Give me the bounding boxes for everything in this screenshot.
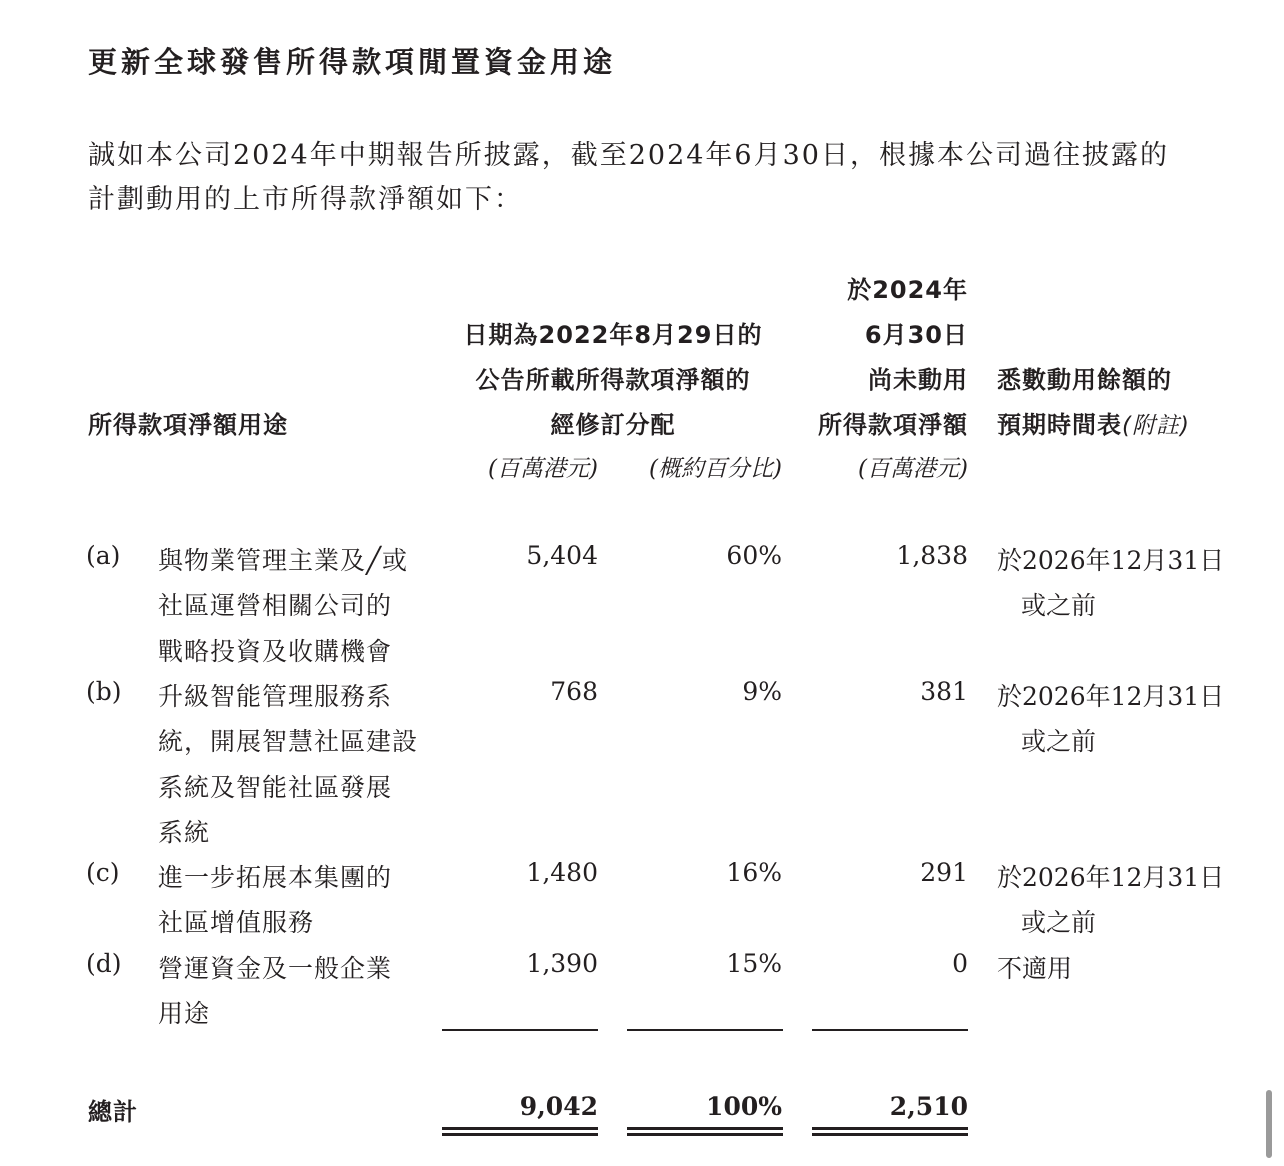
row-description-line: 與物業管理主業及╱或 xyxy=(158,546,409,575)
header-allocation-1: 日期為2022年8月29日的 xyxy=(463,321,763,349)
header-allocation-3: 經修訂分配 xyxy=(550,411,676,439)
subtotal-rule-amount xyxy=(442,1029,598,1031)
row-description-line: 戰略投資及收購機會 xyxy=(158,636,393,666)
row-timeline-line: 或之前 xyxy=(1021,908,1097,938)
row-timeline-line: 不適用 xyxy=(997,953,1073,983)
row-percent: 15% xyxy=(726,948,782,978)
scrollbar[interactable] xyxy=(1266,1090,1272,1158)
row-unutilized: 0 xyxy=(952,948,968,978)
total-amount: 9,042 xyxy=(519,1092,598,1121)
header-purpose: 所得款項淨額用途 xyxy=(88,411,288,439)
row-timeline-line: 於2026年12月31日 xyxy=(997,681,1225,711)
total-double-rule-amount xyxy=(442,1127,598,1136)
row-percent: 9% xyxy=(742,676,782,706)
row-timeline-line: 或之前 xyxy=(1021,727,1097,757)
row-label: (c) xyxy=(86,858,120,888)
unit-percent: (概約百分比) xyxy=(649,456,782,482)
row-description-line: 升級智能管理服務系 xyxy=(158,681,393,711)
row-description-line: 社區運營相關公司的 xyxy=(158,591,393,621)
row-label: (b) xyxy=(86,676,122,706)
row-timeline-line: 於2026年12月31日 xyxy=(997,546,1225,575)
total-unutilized: 2,510 xyxy=(889,1092,968,1121)
row-percent: 60% xyxy=(726,541,782,570)
header-timeline-2 xyxy=(997,405,1190,440)
row-timeline-line: 或之前 xyxy=(1021,591,1097,621)
row-amount: 5,404 xyxy=(526,541,598,570)
row-description-line: 統，開展智慧社區建設 xyxy=(158,727,419,757)
row-description-line: 系統及智能社區發展 xyxy=(158,772,393,802)
total-double-rule-percent xyxy=(627,1127,783,1136)
row-description-line: 系統 xyxy=(158,817,211,847)
row-label: (d) xyxy=(86,948,122,978)
subtotal-rule-percent xyxy=(627,1029,783,1031)
unit-amount: (百萬港元) xyxy=(488,456,598,482)
header-timeline-text: 預期時間表 xyxy=(997,411,1122,439)
row-timeline-line: 於2026年12月31日 xyxy=(997,863,1225,893)
intro-line-1: 誠如本公司2024年中期報告所披露，截至2024年6月30日，根據本公司過往披露的 xyxy=(88,140,1169,171)
header-allocation-2: 公告所載所得款項淨額的 xyxy=(475,366,751,394)
header-unutilized-2: 6月30日 xyxy=(864,321,968,349)
unit-unutilized: (百萬港元) xyxy=(858,456,968,482)
row-unutilized: 1,838 xyxy=(896,541,968,570)
row-percent: 16% xyxy=(726,858,782,888)
row-amount: 768 xyxy=(550,676,598,706)
row-description-line: 社區增值服務 xyxy=(158,908,315,938)
row-description-line: 進一步拓展本集團的 xyxy=(158,863,393,893)
header-timeline-1: 悉數動用餘額的 xyxy=(997,366,1172,394)
row-amount: 1,480 xyxy=(526,858,598,888)
header-unutilized-1: 於2024年 xyxy=(847,276,968,304)
row-unutilized: 291 xyxy=(920,858,968,888)
header-unutilized-4: 所得款項淨額 xyxy=(818,411,968,439)
row-description-line: 營運資金及一般企業 xyxy=(158,953,393,983)
row-label: (a) xyxy=(86,541,121,570)
intro-line-2: 計劃動用的上市所得款淨額如下： xyxy=(88,184,523,215)
section-title: 更新全球發售所得款項閒置資金用途 xyxy=(88,45,617,79)
row-amount: 1,390 xyxy=(526,948,598,978)
total-percent: 100% xyxy=(706,1092,782,1121)
header-unutilized-3: 尚未動用 xyxy=(868,366,968,394)
row-unutilized: 381 xyxy=(920,676,968,706)
row-description-line: 用途 xyxy=(158,999,211,1028)
header-timeline-note: (附註) xyxy=(1122,413,1190,439)
total-label: 總計 xyxy=(88,1098,138,1126)
subtotal-rule-unutilized xyxy=(812,1029,968,1031)
total-double-rule-unutilized xyxy=(812,1127,968,1136)
